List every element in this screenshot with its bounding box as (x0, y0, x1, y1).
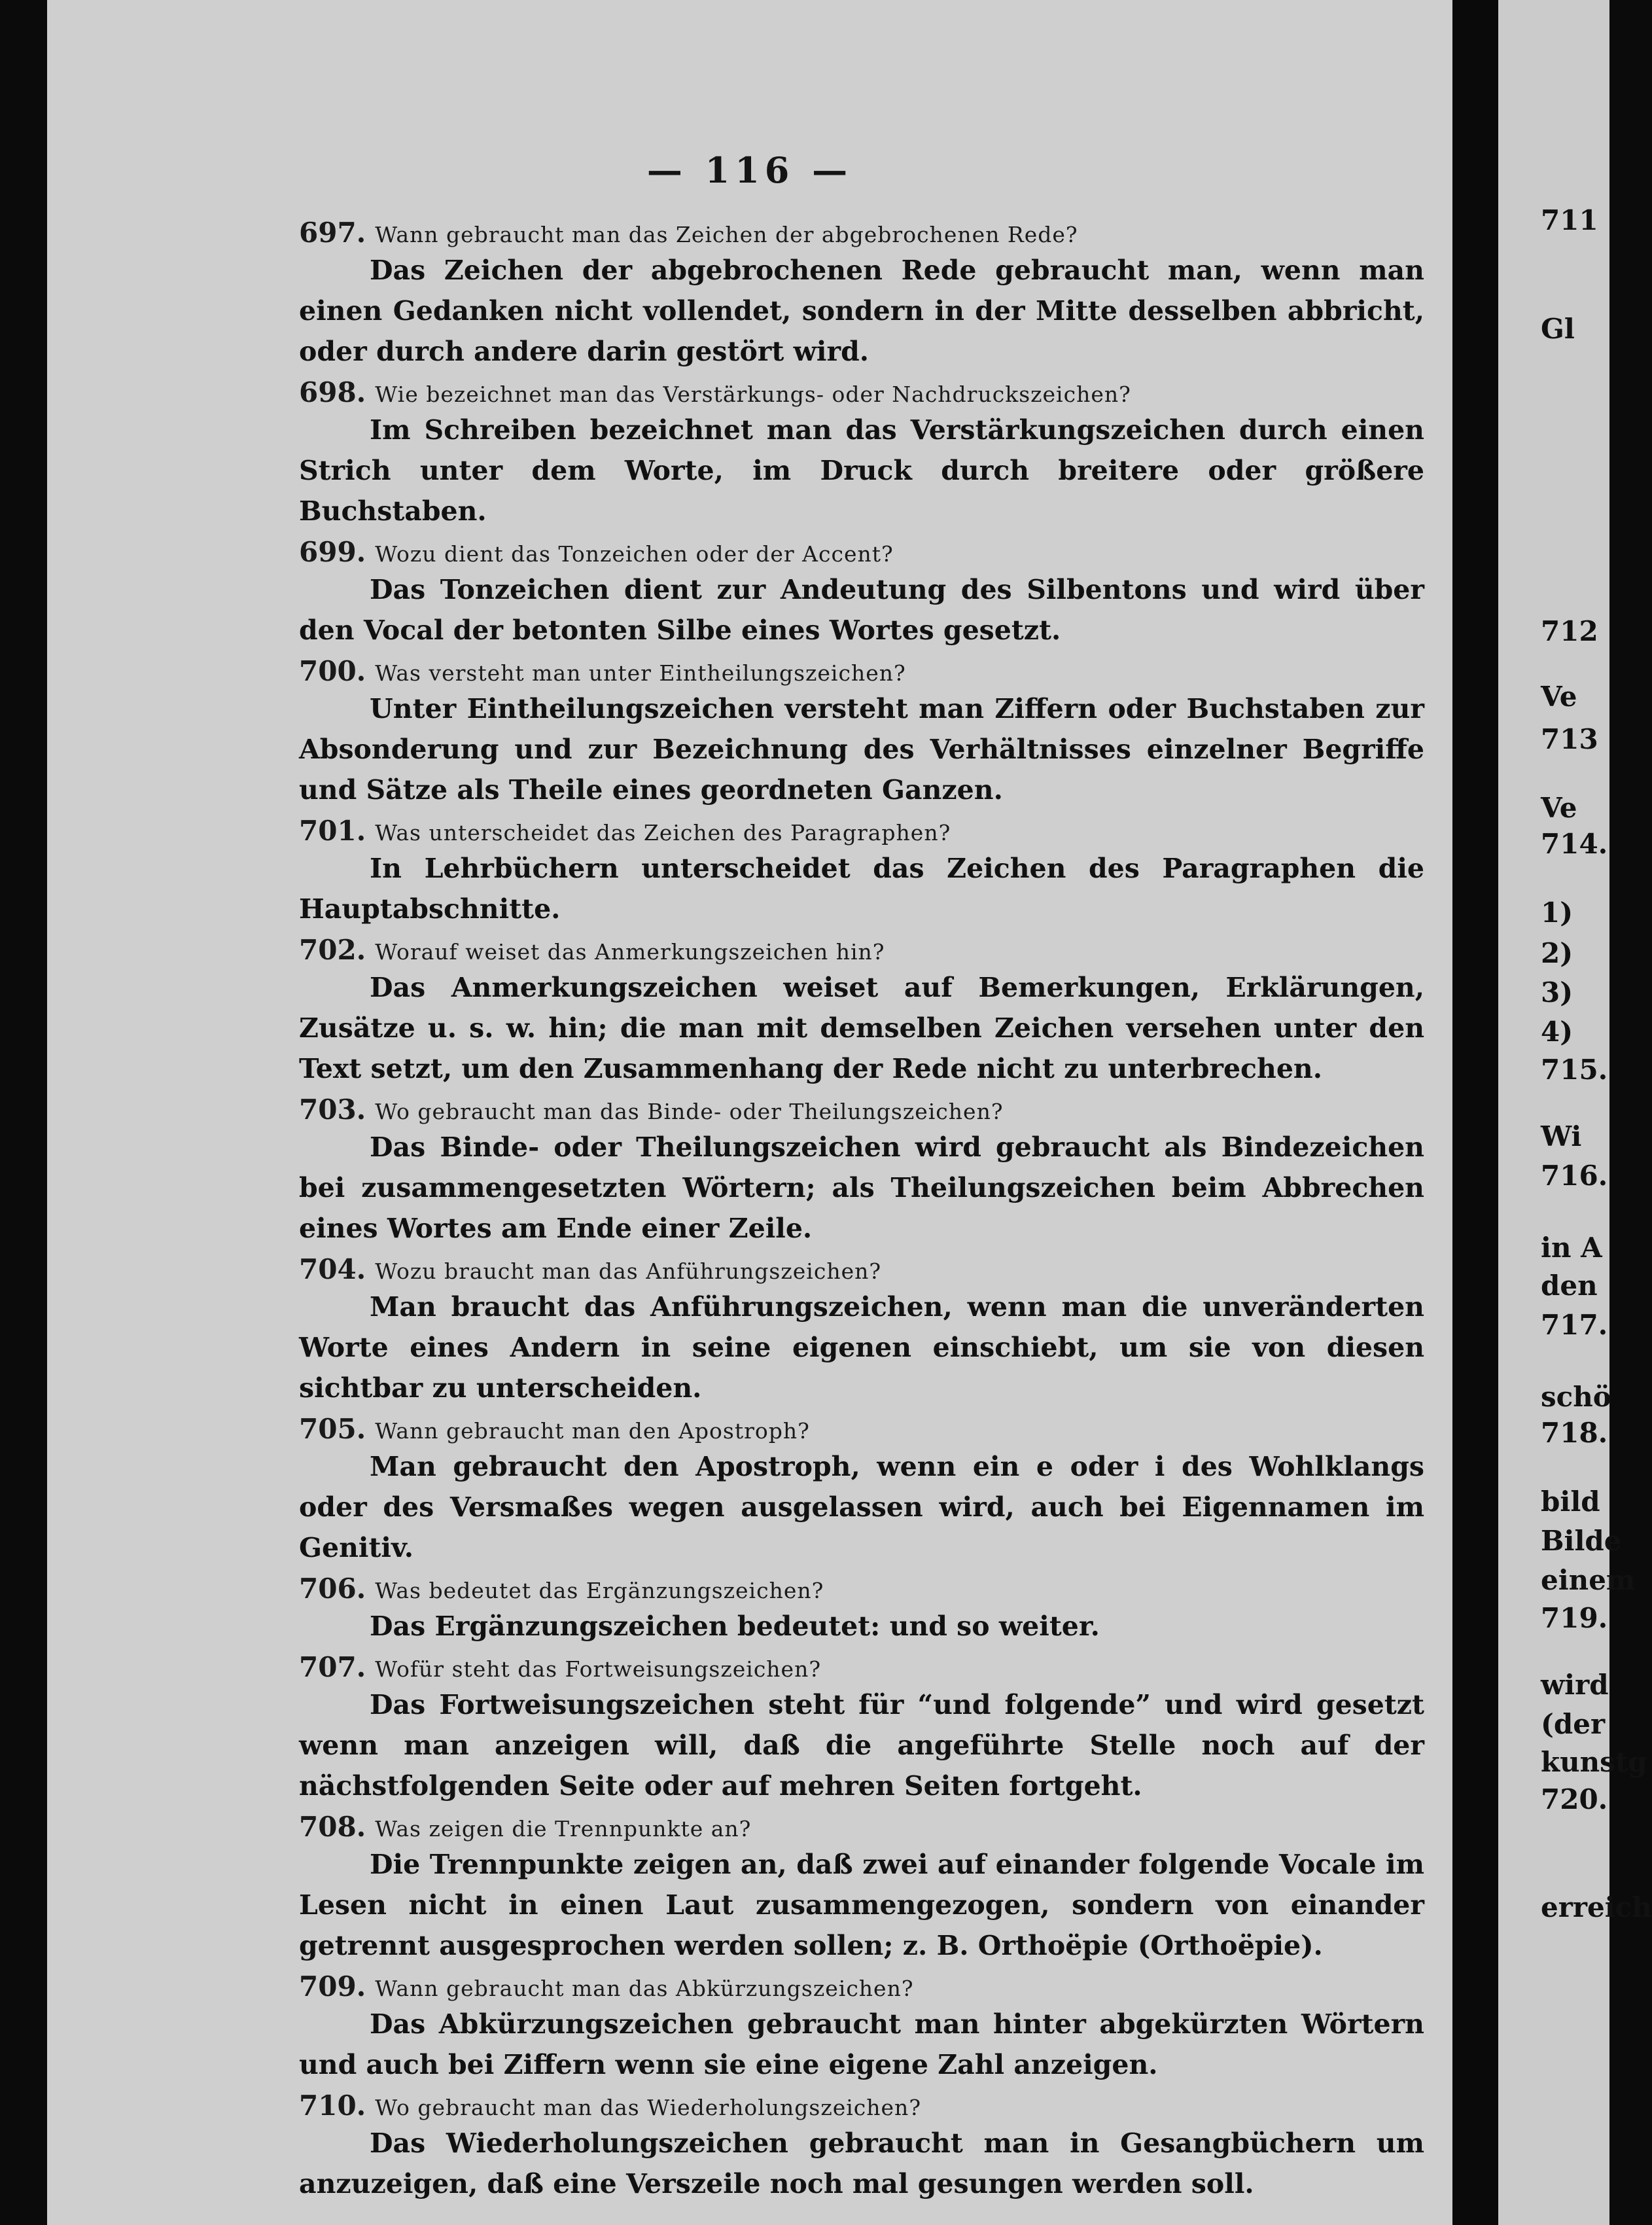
right-fragment: 717. (1541, 1309, 1608, 1341)
answer-text: Man braucht das Anführungszeichen, wenn man die unveränderten Worte eines Andern in seine eigenen einschiebt, um sie von diesen sichtbar zu unterscheiden. (299, 1291, 1424, 1404)
question-text: Was versteht man unter Eintheilungszeichen? (375, 660, 906, 686)
right-fragment: Wi (1541, 1120, 1582, 1152)
answer (299, 569, 1424, 650)
question (299, 1253, 1424, 1287)
entry-703 (299, 1093, 1424, 1249)
entry-number: 706. (299, 1573, 366, 1605)
entry-number: 702. (299, 934, 366, 966)
entry-706 (299, 1572, 1424, 1646)
answer-text: Man gebraucht den Apostroph, wenn ein e oder i des Wohlklangs oder des Versmaßes wegen ausgelassen wird, auch bei Eigennamen im Genitiv. (299, 1451, 1424, 1563)
right-fragment: 712 (1541, 615, 1598, 647)
entry-number: 709. (299, 1970, 366, 2002)
right-fragment: Bilde (1541, 1525, 1622, 1557)
entry-number: 704. (299, 1253, 366, 1285)
entry-number: 710. (299, 2090, 366, 2122)
entry-number: 701. (299, 815, 366, 847)
entry-704 (299, 1253, 1424, 1408)
question (299, 1970, 1424, 2004)
right-fragment: kunstg (1541, 1746, 1647, 1778)
question (299, 376, 1424, 410)
question-text: Wozu dient das Tonzeichen oder der Accent? (375, 541, 894, 567)
answer (299, 1844, 1424, 1966)
entry-number: 707. (299, 1651, 366, 1683)
answer (299, 1287, 1424, 1408)
answer-text: Das Wiederholungszeichen gebraucht man in Gesangbüchern um anzuzeigen, daß eine Verszeile noch mal gesungen werden soll. (299, 2127, 1424, 2199)
left-page (47, 0, 1452, 2225)
entry-number: 700. (299, 655, 366, 687)
entry-710 (299, 2089, 1424, 2204)
answer-text: In Lehrbüchern unterscheidet das Zeichen des Paragraphen die Hauptabschnitte. (299, 853, 1424, 925)
right-fragment: den (1541, 1270, 1598, 1302)
answer-text: Das Abkürzungszeichen gebraucht man hinter abgekürzten Wörtern und auch bei Ziffern wenn sie eine eigene Zahl anzeigen. (299, 2008, 1424, 2080)
question-text: Wo gebraucht man das Binde- oder Theilungszeichen? (375, 1099, 1004, 1124)
page-number: — 116 — (646, 149, 853, 191)
question (299, 1412, 1424, 1446)
entry-number: 705. (299, 1413, 366, 1445)
question (299, 216, 1424, 250)
entry-698 (299, 376, 1424, 531)
entry-699 (299, 535, 1424, 650)
page-gutter (1452, 0, 1498, 2225)
right-fragment: in A (1541, 1232, 1602, 1264)
question-text: Wann gebraucht man den Apostroph? (375, 1418, 810, 1444)
answer (299, 1127, 1424, 1249)
entry-number: 699. (299, 536, 366, 568)
right-fragment: 2) (1541, 937, 1573, 969)
question-text: Wofür steht das Fortweisungszeichen? (375, 1656, 822, 1682)
answer (299, 967, 1424, 1089)
question (299, 1572, 1424, 1606)
entry-709 (299, 1970, 1424, 2085)
right-fragment: 715. (1541, 1054, 1608, 1086)
answer-text: Das Fortweisungszeichen steht für “und folgende” und wird gesetzt wenn man anzeigen will, daß die angeführte Stelle noch auf der nächstfolgenden Seite oder auf mehren Seiten fortgeht. (299, 1689, 1424, 1802)
answer (299, 410, 1424, 531)
entry-697 (299, 216, 1424, 372)
entry-708 (299, 1810, 1424, 1966)
question-text: Was unterscheidet das Zeichen des Paragraphen? (375, 820, 951, 846)
question (299, 1650, 1424, 1684)
right-fragment: 711 (1541, 204, 1598, 236)
answer (299, 2123, 1424, 2204)
right-fragment: 719. (1541, 1602, 1608, 1634)
right-fragment: 713 (1541, 723, 1598, 755)
answer (299, 250, 1424, 372)
question (299, 1093, 1424, 1127)
question-text: Wann gebraucht man das Zeichen der abgebrochenen Rede? (375, 222, 1078, 247)
right-fragment: Ve (1541, 792, 1577, 824)
question-text: Wo gebraucht man das Wiederholungszeichen? (375, 2095, 922, 2120)
question (299, 654, 1424, 688)
question-text: Was bedeutet das Ergänzungszeichen? (375, 1578, 824, 1603)
answer (299, 1606, 1424, 1646)
right-fragment: schö (1541, 1381, 1611, 1413)
right-fragment: 718. (1541, 1417, 1608, 1449)
right-fragment: Ve (1541, 681, 1577, 713)
entry-number: 698. (299, 376, 366, 408)
answer-text: Das Ergänzungszeichen bedeutet: und so weiter. (370, 1611, 1100, 1642)
answer-text: Das Anmerkungszeichen weiset auf Bemerkungen, Erklärungen, Zusätze u. s. w. hin; die man mit demselben Zeichen versehen unter den Text setzt, um den Zusammenhang der Rede nicht zu unterbrechen. (299, 972, 1424, 1084)
answer (299, 1684, 1424, 1806)
question (299, 933, 1424, 967)
answer (299, 1446, 1424, 1568)
answer-text: Das Zeichen der abgebrochenen Rede gebraucht man, wenn man einen Gedanken nicht vollendet, sondern in der Mitte desselben abbricht, oder durch andere darin gestört wird. (299, 255, 1424, 367)
right-fragment: bild (1541, 1486, 1600, 1518)
entry-702 (299, 933, 1424, 1089)
entry-number: 708. (299, 1811, 366, 1843)
right-fragment: Gl (1541, 313, 1575, 345)
right-fragment: 4) (1541, 1016, 1573, 1048)
right-fragment: 3) (1541, 976, 1573, 1008)
question (299, 535, 1424, 569)
question-text: Wozu braucht man das Anführungszeichen? (375, 1258, 882, 1284)
answer (299, 688, 1424, 810)
answer-text: Im Schreiben bezeichnet man das Verstärkungszeichen durch einen Strich unter dem Worte, im Druck durch breitere oder größere Buchstaben. (299, 414, 1424, 527)
entry-number: 703. (299, 1094, 366, 1126)
answer-text: Das Tonzeichen dient zur Andeutung des Silbentons und wird über den Vocal der betonten Silbe eines Wortes gesetzt. (299, 574, 1424, 646)
entry-701 (299, 814, 1424, 929)
question (299, 2089, 1424, 2123)
entries-list (299, 216, 1424, 2208)
right-fragment: 720. (1541, 1783, 1608, 1815)
question-text: Worauf weiset das Anmerkungszeichen hin? (375, 939, 885, 965)
answer-text: Unter Eintheilungszeichen versteht man Ziffern oder Buchstaben zur Absonderung und zur Bezeichnung des Verhältnisses einzelner Begriffe und Sätze als Theile eines geordneten Ganzen. (299, 693, 1424, 806)
question-text: Wie bezeichnet man das Verstärkungs- oder Nachdruckszeichen? (375, 382, 1131, 407)
answer (299, 2004, 1424, 2085)
question (299, 1810, 1424, 1844)
entry-705 (299, 1412, 1424, 1568)
right-fragment: einem (1541, 1564, 1636, 1596)
entry-707 (299, 1650, 1424, 1806)
right-fragment: (der (1541, 1708, 1606, 1740)
entry-700 (299, 654, 1424, 810)
question-text: Wann gebraucht man das Abkürzungszeichen? (375, 1976, 914, 2001)
answer-text: Die Trennpunkte zeigen an, daß zwei auf einander folgende Vocale im Lesen nicht in einen Laut zusammengezogen, sondern von einander getrennt ausgesprochen werden sollen; z. B. Orthoëpie (Orthoëpie). (299, 1849, 1424, 1961)
question (299, 814, 1424, 848)
right-fragment: erreich (1541, 1891, 1652, 1923)
answer-text: Das Binde- oder Theilungszeichen wird gebraucht als Bindezeichen bei zusammengesetzten Wörtern; als Theilungszeichen beim Abbrechen eines Wortes am Ende einer Zeile. (299, 1131, 1424, 1244)
question-text: Was zeigen die Trennpunkte an? (375, 1816, 752, 1842)
entry-number: 697. (299, 217, 366, 249)
right-fragment: 716. (1541, 1160, 1608, 1192)
right-fragment: 1) (1541, 897, 1573, 929)
answer (299, 848, 1424, 929)
right-fragment: 714. (1541, 828, 1608, 860)
right-fragment: wird (1541, 1669, 1609, 1701)
